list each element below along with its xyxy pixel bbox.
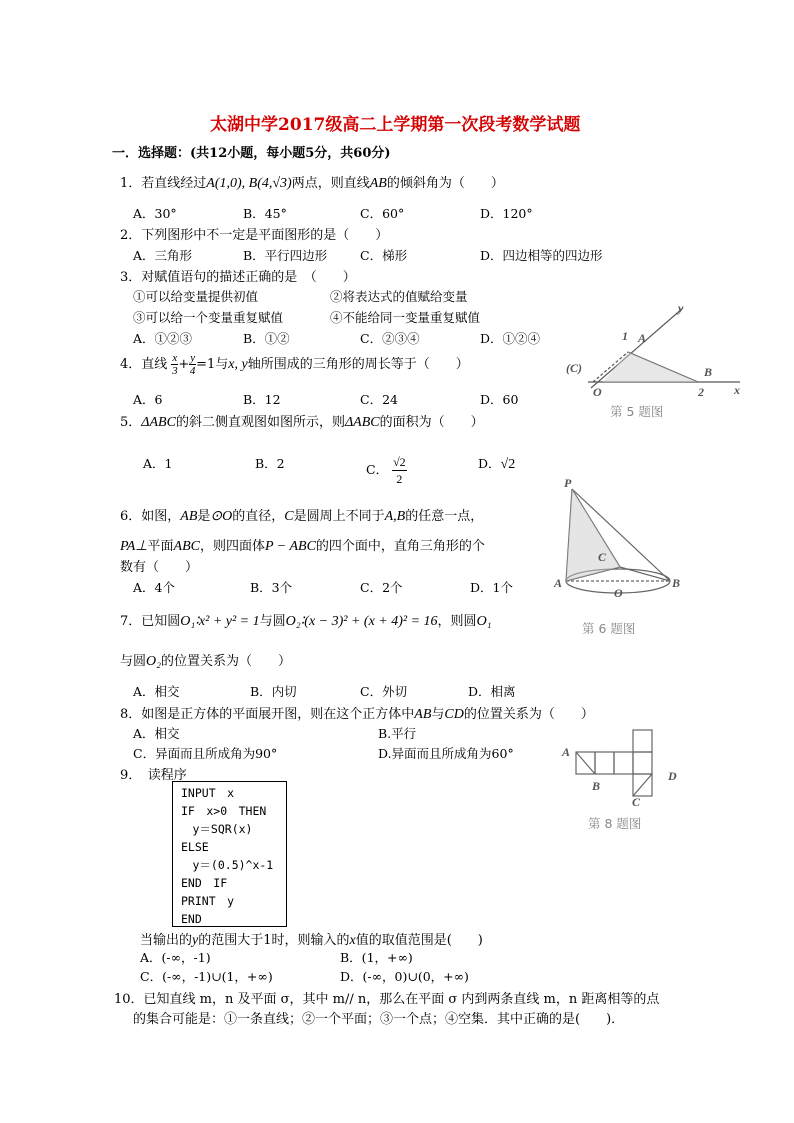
- figure-8-caption: 第 8 题图: [588, 816, 642, 831]
- q9-option-b: B．(1，+∞): [340, 950, 413, 965]
- q5-option-d: D．√2: [478, 456, 516, 472]
- q3-option-d: D．①②④: [480, 331, 541, 346]
- fig6-label: C: [598, 550, 607, 564]
- fig5-label: O: [593, 385, 602, 399]
- figure-6-caption: 第 6 题图: [582, 621, 636, 636]
- question-6-line-3: 数有（ ）: [120, 560, 199, 575]
- q8-option-c: C．异面而且所成角为90°: [133, 746, 278, 761]
- fig5-label: y: [678, 301, 684, 315]
- q9-option-a: A．(-∞，-1): [140, 950, 211, 965]
- fig5-label: (C): [566, 361, 582, 375]
- q9-option-d: D．(-∞，0)∪(0，+∞): [340, 969, 469, 984]
- q7-option-a: A．相交: [133, 684, 180, 699]
- q2-option-c: C．梯形: [360, 248, 408, 263]
- fig6-label: P: [564, 476, 572, 490]
- fig5-label: 1: [622, 329, 628, 343]
- q3-item-1: ①可以给变量提供初值: [133, 289, 259, 304]
- question-4: 4．直线 $\frac{x}{3}$ + $\frac{y}{4}$ =1与x, y轴所围成的三角形的周长等于（ ）: [120, 352, 469, 377]
- code-line: PRINT y: [181, 894, 235, 908]
- figure-5-caption: 第 5 题图: [610, 404, 664, 419]
- fig8-label: B: [592, 779, 601, 793]
- question-2: 2．下列图形中不一定是平面图形的是（ ）: [120, 228, 389, 243]
- question-9-prompt: 当输出的y的范围大于1时，则输入的x值的取值范围是( ): [140, 933, 483, 948]
- code-line: INPUT x: [181, 786, 235, 800]
- fig8-label: C: [632, 795, 641, 808]
- q9-option-c: C．(-∞，-1)∪(1，+∞): [140, 969, 273, 984]
- question-7-line-2: 与圆O₂的位置关系为（ ）: [120, 654, 292, 669]
- figure-6-diagram: [550, 475, 690, 605]
- fig6-label: B: [672, 576, 681, 590]
- q8-option-a: A．相交: [133, 726, 180, 741]
- code-line: y＝(0.5)^x-1: [181, 858, 274, 872]
- fig5-label: x: [734, 383, 740, 397]
- question-6-line-1: 6．如图，AB是⊙O的直径，C是圆周上不同于A,B的任意一点，: [120, 509, 484, 524]
- question-10-line-2: 的集合可能是：①一条直线；②一个平面；③一个点；④空集．其中正确的是( )．: [133, 1012, 625, 1027]
- figure-5-diagram: [558, 300, 748, 400]
- q6-option-b: B．3个: [250, 580, 293, 595]
- fig5-label: A: [638, 331, 647, 345]
- fig6-label: O: [614, 586, 623, 600]
- q1-option-d: D．120°: [480, 206, 533, 221]
- fig6-label: A: [554, 576, 563, 590]
- question-7-line-1: 7．已知圆O₁∶x² + y² = 1与圆O₂∶(x − 3)² + (x + 4)² = 16，则圆O₁: [120, 614, 492, 629]
- q6-option-a: A．4个: [133, 580, 175, 595]
- q3-item-4: ④不能给同一变量重复赋值: [330, 310, 481, 325]
- question-10-line-1: 10．已知直线 m，n 及平面 σ，其中 m// n，那么在平面 σ 内到两条直线 m，n 距离相等的点: [114, 992, 660, 1007]
- figure-8-diagram: [560, 720, 690, 808]
- program-code-box: [172, 781, 287, 927]
- figure-6: [550, 475, 690, 640]
- q1-option-a: A．30°: [133, 206, 177, 221]
- question-8: 8．如图是正方体的平面展开图，则在这个正方体中AB与CD的位置关系为（ ）: [120, 707, 594, 722]
- section-heading: 一．选择题：(共12小题，每小题5分，共60分): [112, 146, 391, 161]
- q6-option-d: D．1个: [470, 580, 513, 595]
- q6-option-c: C．2个: [360, 580, 403, 595]
- q2-option-d: D．四边相等的四边形: [480, 248, 603, 263]
- figure-5: [558, 300, 748, 425]
- code-line: IF x>0 THEN: [181, 804, 267, 818]
- q8-option-b: B.平行: [378, 726, 417, 741]
- q4-option-b: B．12: [243, 392, 281, 407]
- q3-option-b: B．①②: [243, 331, 290, 346]
- fig5-label: B: [704, 365, 713, 379]
- q3-option-c: C．②③④: [360, 331, 420, 346]
- q4-option-c: C．24: [360, 392, 398, 407]
- q5-option-a: A．1: [143, 456, 173, 471]
- code-line: ELSE: [181, 840, 209, 854]
- q4-option-d: D．60: [480, 392, 519, 407]
- question-1: 1．若直线经过A(1,0), B(4,√3)两点，则直线AB的倾斜角为（ ）: [120, 176, 504, 191]
- question-9: 9． 读程序: [120, 768, 187, 783]
- q2-option-b: B．平行四边形: [243, 248, 328, 263]
- q3-item-3: ③可以给一个变量重复赋值: [133, 310, 284, 325]
- figure-8: [560, 720, 690, 835]
- q7-option-c: C．外切: [360, 684, 408, 699]
- q5-option-b: B．2: [255, 456, 285, 471]
- exam-title: 太湖中学2017级高二上学期第一次段考数学试题: [210, 115, 581, 135]
- code-line: END: [181, 912, 202, 926]
- question-3: 3．对赋值语句的描述正确的是 （ ）: [120, 270, 356, 285]
- q3-item-2: ②将表达式的值赋给变量: [330, 289, 468, 304]
- q2-option-a: A．三角形: [133, 248, 193, 263]
- q8-option-d: D.异面而且所成角为60°: [378, 746, 514, 761]
- code-line: END IF: [181, 876, 228, 890]
- q7-option-d: D．相离: [468, 684, 516, 699]
- q1-option-c: C．60°: [360, 206, 405, 221]
- q4-option-a: A．6: [133, 392, 163, 407]
- code-line: y＝SQR(x): [181, 822, 253, 836]
- fig5-label: 2: [698, 385, 704, 399]
- q7-option-b: B．内切: [250, 684, 297, 699]
- question-5: 5．ΔABC的斜二侧直观图如图所示，则ΔABC的面积为（ ）: [120, 415, 484, 430]
- q1-option-b: B．45°: [243, 206, 287, 221]
- question-6-line-2: PA⊥平面ABC，则四面体P − ABC的四个面中，直角三角形的个: [120, 539, 485, 554]
- q3-option-a: A．①②③: [133, 331, 193, 346]
- q5-option-c: C． $\frac{√2}{2}$: [366, 455, 406, 486]
- fig8-label: D: [668, 769, 677, 783]
- fig8-label: A: [562, 745, 571, 759]
